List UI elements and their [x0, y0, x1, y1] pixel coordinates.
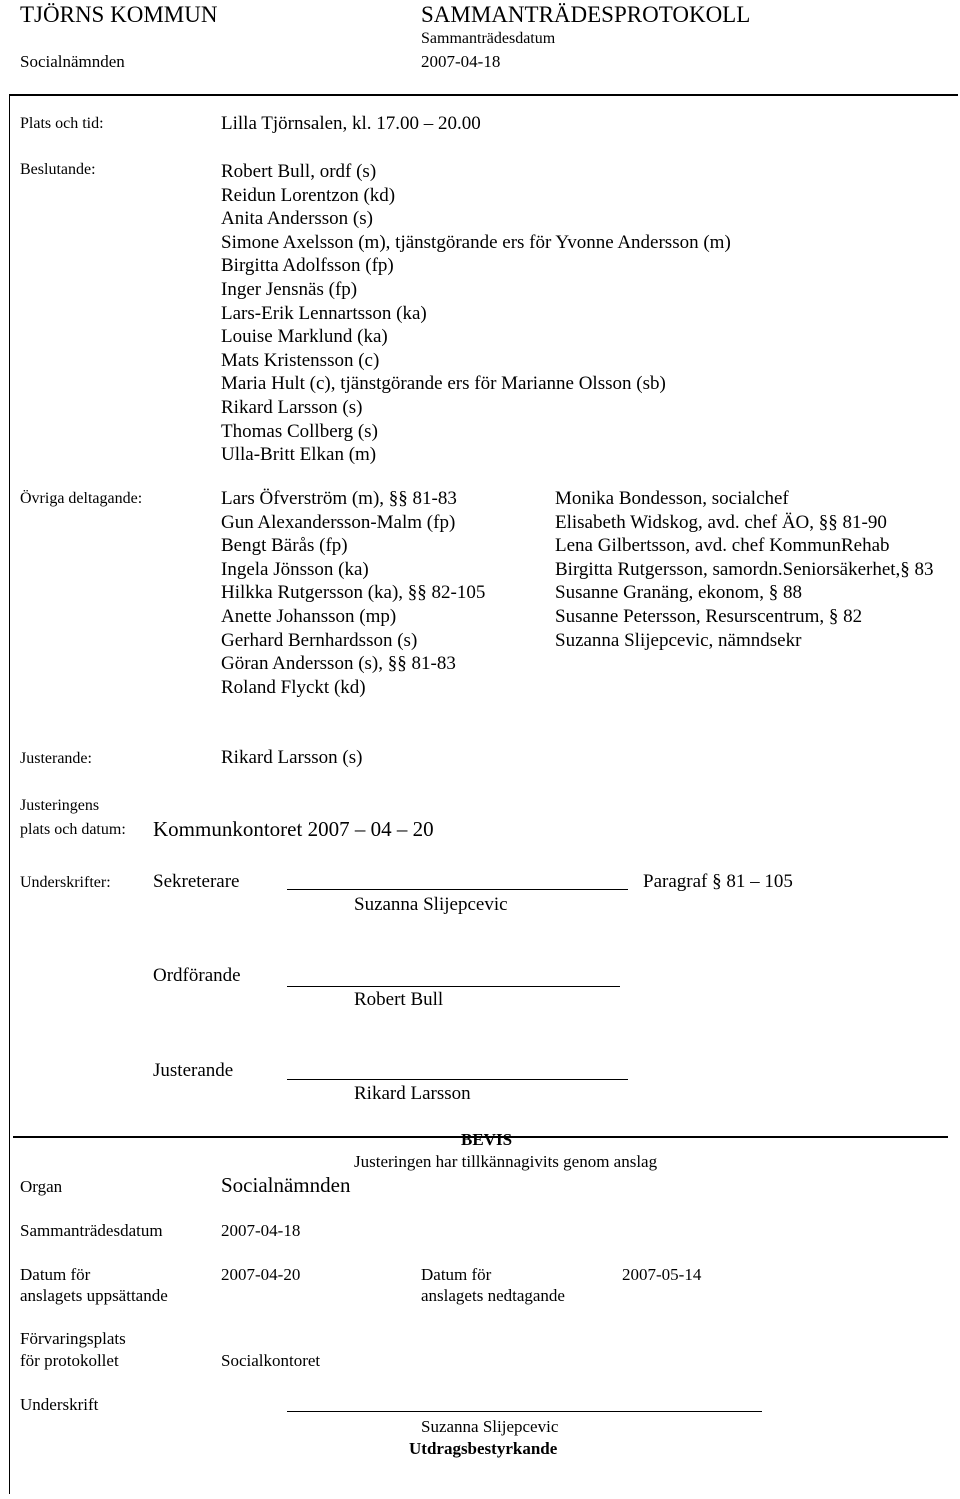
secretary-signature-line	[287, 889, 628, 890]
list-item: Gun Alexandersson-Malm (fp)	[221, 511, 456, 533]
date-label: Sammanträdesdatum	[421, 30, 556, 47]
storage-value: Socialkontoret	[221, 1351, 321, 1370]
list-item: Maria Hult (c), tjänstgörande ers för Marianne Olsson (sb)	[221, 373, 666, 395]
others-label: Övriga deltagande:	[20, 490, 143, 507]
list-item: Anita Andersson (s)	[221, 208, 373, 230]
posted-label-1: Datum för	[20, 1265, 91, 1284]
removed-label-1: Datum för	[421, 1265, 492, 1284]
certificate-signer-role: Utdragsbestyrkande	[409, 1439, 558, 1458]
header-rule	[9, 94, 958, 96]
secretary-role: Sekreterare	[153, 871, 240, 892]
certificate-signature-line	[287, 1411, 762, 1412]
list-item: Roland Flyckt (kd)	[221, 676, 366, 698]
posted-date: 2007-04-20	[221, 1265, 301, 1284]
list-item: Birgitta Adolfsson (fp)	[221, 255, 394, 277]
list-item: Rikard Larsson (s)	[221, 396, 363, 418]
adjuster-value: Rikard Larsson (s)	[221, 747, 363, 768]
list-item: Birgitta Rutgersson, samordn.Seniorsäkerhet,§ 83	[555, 558, 934, 580]
list-item: Elisabeth Widskog, avd. chef ÄO, §§ 81-90	[555, 511, 887, 533]
organ-value: Socialnämnden	[221, 1173, 351, 1197]
adjust-place-label-2: plats och datum:	[20, 821, 126, 838]
certificate-title: BEVIS	[461, 1130, 513, 1149]
meeting-date: 2007-04-18	[421, 52, 501, 71]
list-item: Ulla-Britt Elkan (m)	[221, 444, 377, 466]
municipality-name: TJÖRNS KOMMUN	[20, 2, 218, 27]
posted-label-2: anslagets uppsättande	[20, 1286, 168, 1305]
storage-label-1: Förvaringsplats	[20, 1329, 126, 1348]
meeting-date-value: 2007-04-18	[221, 1221, 301, 1240]
list-item: Lars Öfverström (m), §§ 81-83	[221, 488, 457, 509]
list-item: Göran Andersson (s), §§ 81-83	[221, 653, 456, 675]
place-label: Plats och tid:	[20, 115, 104, 132]
others-left-list	[221, 487, 485, 699]
adjust-place-label-1: Justeringens	[20, 797, 100, 814]
adjuster-signature-line	[287, 1079, 628, 1080]
list-item: Inger Jensnäs (fp)	[221, 278, 358, 300]
adjuster-role: Justerande	[153, 1060, 234, 1081]
list-item: Hilkka Rutgersson (ka), §§ 82-105	[221, 582, 486, 604]
list-item: Robert Bull, ordf (s)	[221, 161, 377, 182]
list-item: Susanne Petersson, Resurscentrum, § 82	[555, 605, 863, 627]
list-item: Monika Bondesson, socialchef	[555, 488, 789, 509]
signature-label: Underskrift	[20, 1395, 99, 1414]
list-item: Thomas Collberg (s)	[221, 420, 378, 442]
list-item: Lena Gilbertsson, avd. chef KommunRehab	[555, 535, 890, 557]
list-item: Gerhard Bernhardsson (s)	[221, 629, 418, 651]
chair-name: Robert Bull	[354, 989, 444, 1010]
meeting-date-label: Sammanträdesdatum	[20, 1221, 163, 1240]
chair-signature-line	[287, 986, 620, 987]
certificate-signer-name: Suzanna Slijepcevic	[421, 1417, 559, 1436]
paragraph-range: Paragraf § 81 – 105	[643, 871, 793, 892]
list-item: Bengt Bärås (fp)	[221, 535, 348, 557]
list-item: Lars-Erik Lennartsson (ka)	[221, 302, 427, 324]
document-type: SAMMANTRÄDESPROTOKOLL	[421, 2, 751, 27]
signatures-label: Underskrifter:	[20, 874, 111, 891]
storage-label-2: för protokollet	[20, 1351, 119, 1370]
list-item: Suzanna Slijepcevic, nämndsekr	[555, 629, 802, 651]
secretary-name: Suzanna Slijepcevic	[354, 894, 508, 915]
organ-label: Organ	[20, 1177, 63, 1196]
adjust-place-value: Kommunkontoret 2007 – 04 – 20	[153, 817, 434, 841]
list-item: Anette Johansson (mp)	[221, 605, 397, 627]
list-item: Louise Marklund (ka)	[221, 326, 388, 348]
removed-date: 2007-05-14	[622, 1265, 702, 1284]
others-right-list	[555, 487, 934, 652]
adjuster-label: Justerande:	[20, 750, 92, 767]
adjuster-name: Rikard Larsson	[354, 1083, 471, 1104]
list-item: Susanne Granäng, ekonom, § 88	[555, 582, 802, 604]
committee-name: Socialnämnden	[20, 52, 125, 71]
list-item: Ingela Jönsson (ka)	[221, 558, 369, 580]
list-item: Simone Axelsson (m), tjänstgörande ers för Yvonne Andersson (m)	[221, 231, 731, 253]
removed-label-2: anslagets nedtagande	[421, 1286, 565, 1305]
members-label: Beslutande:	[20, 161, 96, 178]
members-list	[221, 160, 731, 467]
certificate-subtitle: Justeringen har tillkännagivits genom anslag	[354, 1152, 658, 1171]
left-margin-rule	[9, 94, 10, 1494]
list-item: Mats Kristensson (c)	[221, 349, 380, 371]
list-item: Reidun Lorentzon (kd)	[221, 184, 396, 206]
place-value: Lilla Tjörnsalen, kl. 17.00 – 20.00	[221, 113, 481, 134]
chair-role: Ordförande	[153, 965, 241, 986]
